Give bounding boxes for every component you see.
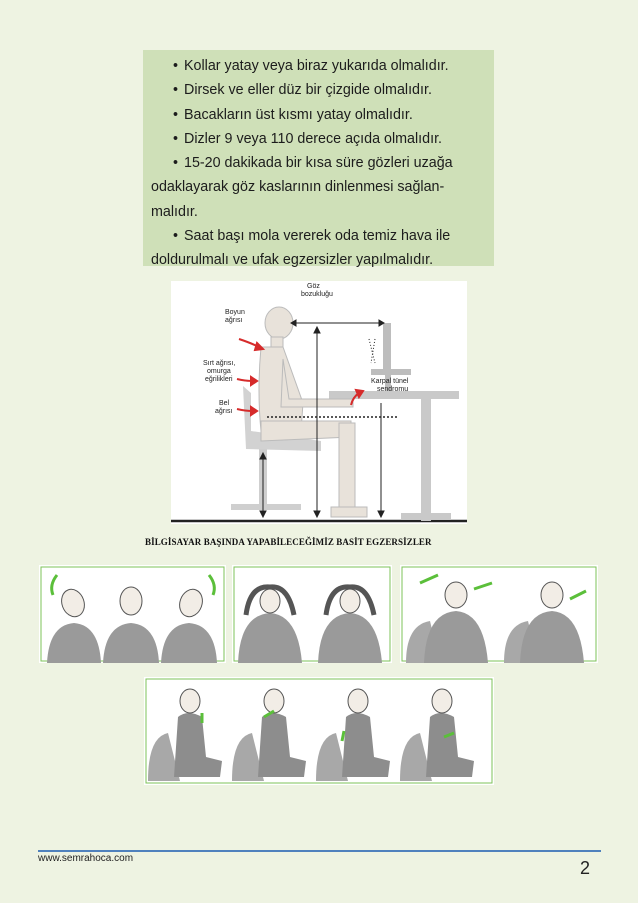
footer-rule bbox=[38, 850, 601, 852]
guideline-line: malıdır. bbox=[151, 203, 198, 220]
desk-leg bbox=[421, 399, 431, 521]
seated-shoulder-exercise-image bbox=[144, 677, 494, 785]
neck-label-2: ağrısı bbox=[225, 317, 243, 324]
footer-url: www.semrahoca.com bbox=[38, 853, 134, 864]
eye-label-1: Göz bbox=[307, 283, 320, 290]
exercise-heading: BİLGİSAYAR BAŞINDA YAPABİLECEĞİMİZ BASİT EGZERSİZLER bbox=[145, 537, 432, 547]
guideline-line: • Dirsek ve eller düz bir çizgide olmalıdır. bbox=[151, 78, 486, 102]
person-torso bbox=[259, 347, 303, 431]
seated-person bbox=[259, 307, 367, 517]
waist-label-2: ağrısı bbox=[215, 408, 233, 415]
carpal-label-1: Karpal tünel bbox=[371, 378, 409, 385]
person-lower-leg bbox=[339, 423, 355, 509]
desk-foot bbox=[401, 513, 451, 519]
ergonomics-illustration bbox=[171, 281, 467, 524]
guideline-line: doldurulmalı ve ufak egzersizler yapılmalıdır. bbox=[151, 252, 434, 269]
guideline-line: • 15-20 dakikada bir kısa süre gözleri uzağa bbox=[151, 151, 486, 175]
head-rotation-exercise-image bbox=[400, 565, 598, 663]
back-label-1: Sırt ağrısı, bbox=[203, 360, 236, 367]
guideline-line: odaklayarak göz kaslarının dinlenmesi sağlan- bbox=[151, 179, 445, 196]
guideline-line: • Saat başı mola vererek oda temiz hava ile bbox=[151, 224, 486, 248]
hands-behind-head-exercise-image bbox=[232, 565, 392, 663]
back-label-2: omurga bbox=[207, 368, 231, 375]
guideline-line: • Kollar yatay veya biraz yukarıda olmalıdır. bbox=[151, 54, 486, 78]
eye-label-2: bozukluğu bbox=[301, 291, 333, 298]
guideline-line: • Bacakların üst kısmı yatay olmalıdır. bbox=[151, 103, 486, 127]
person-head bbox=[265, 307, 293, 339]
page-number: 2 bbox=[580, 858, 591, 878]
neck-label-1: Boyun bbox=[225, 309, 245, 316]
guideline-line: • Dizler 9 veya 110 derece açıda olmalıdır. bbox=[151, 127, 486, 151]
ergonomic-guidelines-box bbox=[143, 50, 494, 269]
person-foot bbox=[331, 507, 367, 517]
waist-label-1: Bel bbox=[219, 400, 230, 407]
monitor-screen bbox=[383, 323, 391, 373]
carpal-label-2: sendromu bbox=[377, 386, 409, 393]
ergonomics-diagram bbox=[171, 281, 467, 524]
person-thigh bbox=[261, 421, 351, 441]
back-label-3: eğrilikleri bbox=[205, 376, 233, 383]
neck-tilt-exercise-image bbox=[39, 565, 226, 663]
